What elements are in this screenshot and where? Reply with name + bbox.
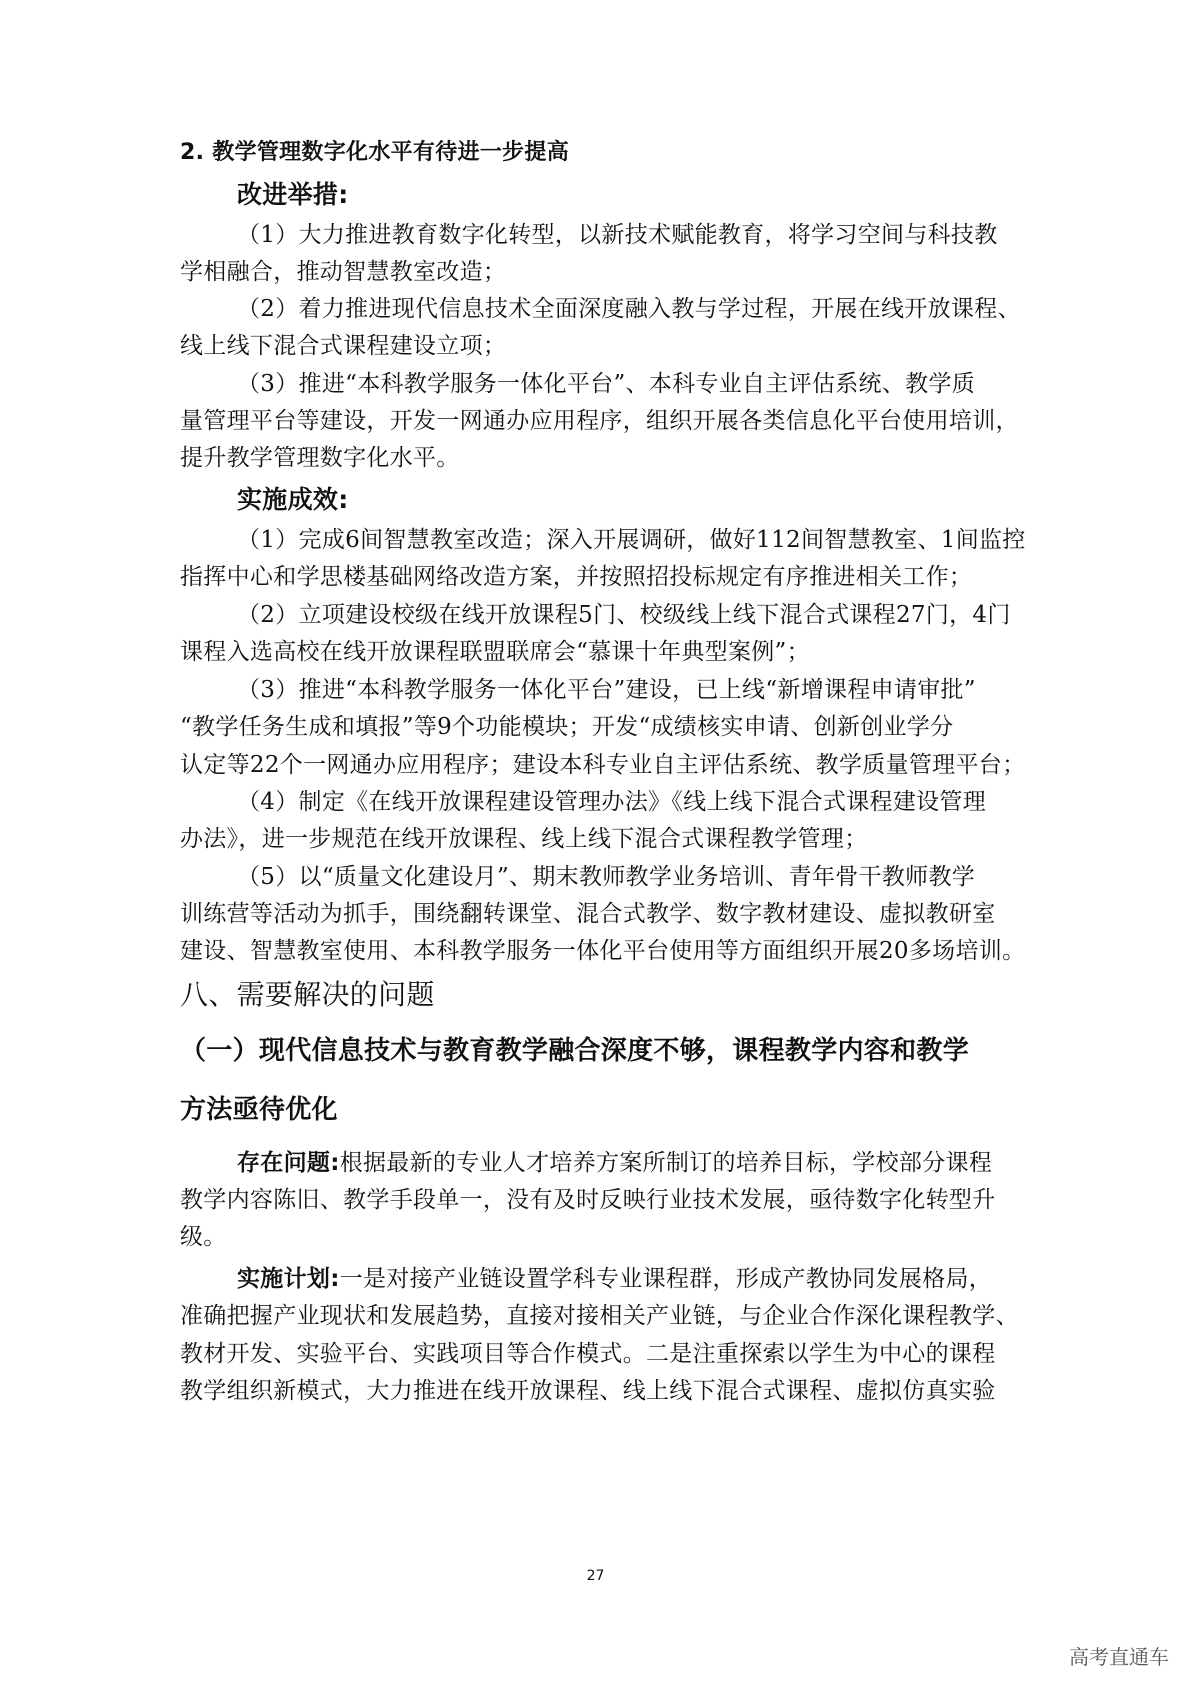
results-line: 训练营等活动为抓手，围绕翻转课堂、混合式教学、数字教材建设、虚拟教研室: [180, 901, 996, 927]
measures-line: （1）大力推进教育数字化转型，以新技术赋能教育，将学习空间与科技教: [237, 222, 998, 248]
problem-line: 教学内容陈旧、教学手段单一，没有及时反映行业技术发展，亟待数字化转型升: [180, 1187, 996, 1213]
measures-heading: 改进举措:: [237, 180, 349, 209]
section-title-line: （一）现代信息技术与教育教学融合深度不够，课程教学内容和教学: [180, 1036, 970, 1066]
results-line: （2）立项建设校级在线开放课程5门、校级线上线下混合式课程27门，4门: [237, 602, 1011, 628]
results-line: 办法》，进一步规范在线开放课程、线上线下混合式课程教学管理；: [180, 826, 868, 852]
results-line: “教学任务生成和填报”等9个功能模块；开发“成绩核实申请、创新创业学分: [180, 714, 954, 740]
plan-paragraph: [237, 1263, 1014, 1295]
problem-label: 存在问题:: [237, 1150, 340, 1176]
problem-line: 级。: [180, 1224, 227, 1250]
results-line: 课程入选高校在线开放课程联盟联席会“慕课十年典型案例”；: [180, 639, 810, 665]
plan-first-line: 一是对接产业链设置学科专业课程群，形成产教协同发展格局，: [339, 1266, 993, 1292]
results-line: 建设、智慧教室使用、本科教学服务一体化平台使用等方面组织开展20多场培训。: [180, 938, 1026, 964]
results-line: （5）以“质量文化建设月”、期末教师教学业务培训、青年骨干教师教学: [237, 864, 976, 890]
results-line: （4）制定《在线开放课程建设管理办法》《线上线下混合式课程建设管理: [237, 789, 987, 815]
measures-line: 学相融合，推动智慧教室改造；: [180, 259, 507, 285]
plan-line: 准确把握产业现状和发展趋势，直接对接相关产业链，与企业合作深化课程教学、: [180, 1303, 1019, 1329]
measures-line: 线上线下混合式课程建设立项；: [180, 333, 507, 359]
measures-line: 提升教学管理数字化水平。: [180, 445, 460, 471]
measures-line: （3）推进“本科教学服务一体化平台”、本科专业自主评估系统、教学质: [237, 371, 976, 397]
results-line: 认定等22个一网通办应用程序；建设本科专业自主评估系统、教学质量管理平台；: [180, 752, 1026, 778]
measures-line: 量管理平台等建设，开发一网通办应用程序，组织开展各类信息化平台使用培训，: [180, 408, 1019, 434]
results-line: （3）推进“本科教学服务一体化平台”建设，已上线“新增课程申请审批”: [237, 677, 976, 703]
problem-first-line: 根据最新的专业人才培养方案所制订的培养目标，学校部分课程: [339, 1150, 993, 1176]
section-title-line: 方法亟待优化: [180, 1095, 338, 1125]
watermark: 高考直通车: [1069, 1645, 1169, 1669]
plan-label: 实施计划:: [237, 1266, 340, 1292]
results-line: 指挥中心和学思楼基础网络改造方案，并按照招投标规定有序推进相关工作；: [180, 564, 973, 590]
plan-line: 教学组织新模式，大力推进在线开放课程、线上线下混合式课程、虚拟仿真实验: [180, 1378, 996, 1404]
subheading: 2. 教学管理数字化水平有待进一步提高: [180, 140, 570, 165]
problem-paragraph: [237, 1147, 1014, 1179]
measures-line: （2）着力推进现代信息技术全面深度融入教与学过程，开展在线开放课程、: [237, 296, 1021, 322]
results-line: （1）完成6间智慧教室改造；深入开展调研，做好112间智慧教室、1间监控: [237, 527, 1026, 553]
page-number: 27: [586, 1568, 605, 1584]
results-heading: 实施成效:: [237, 485, 349, 514]
chapter-title: 八、需要解决的问题: [180, 978, 435, 1011]
plan-line: 教材开发、实验平台、实践项目等合作模式。二是注重探索以学生为中心的课程: [180, 1341, 996, 1367]
